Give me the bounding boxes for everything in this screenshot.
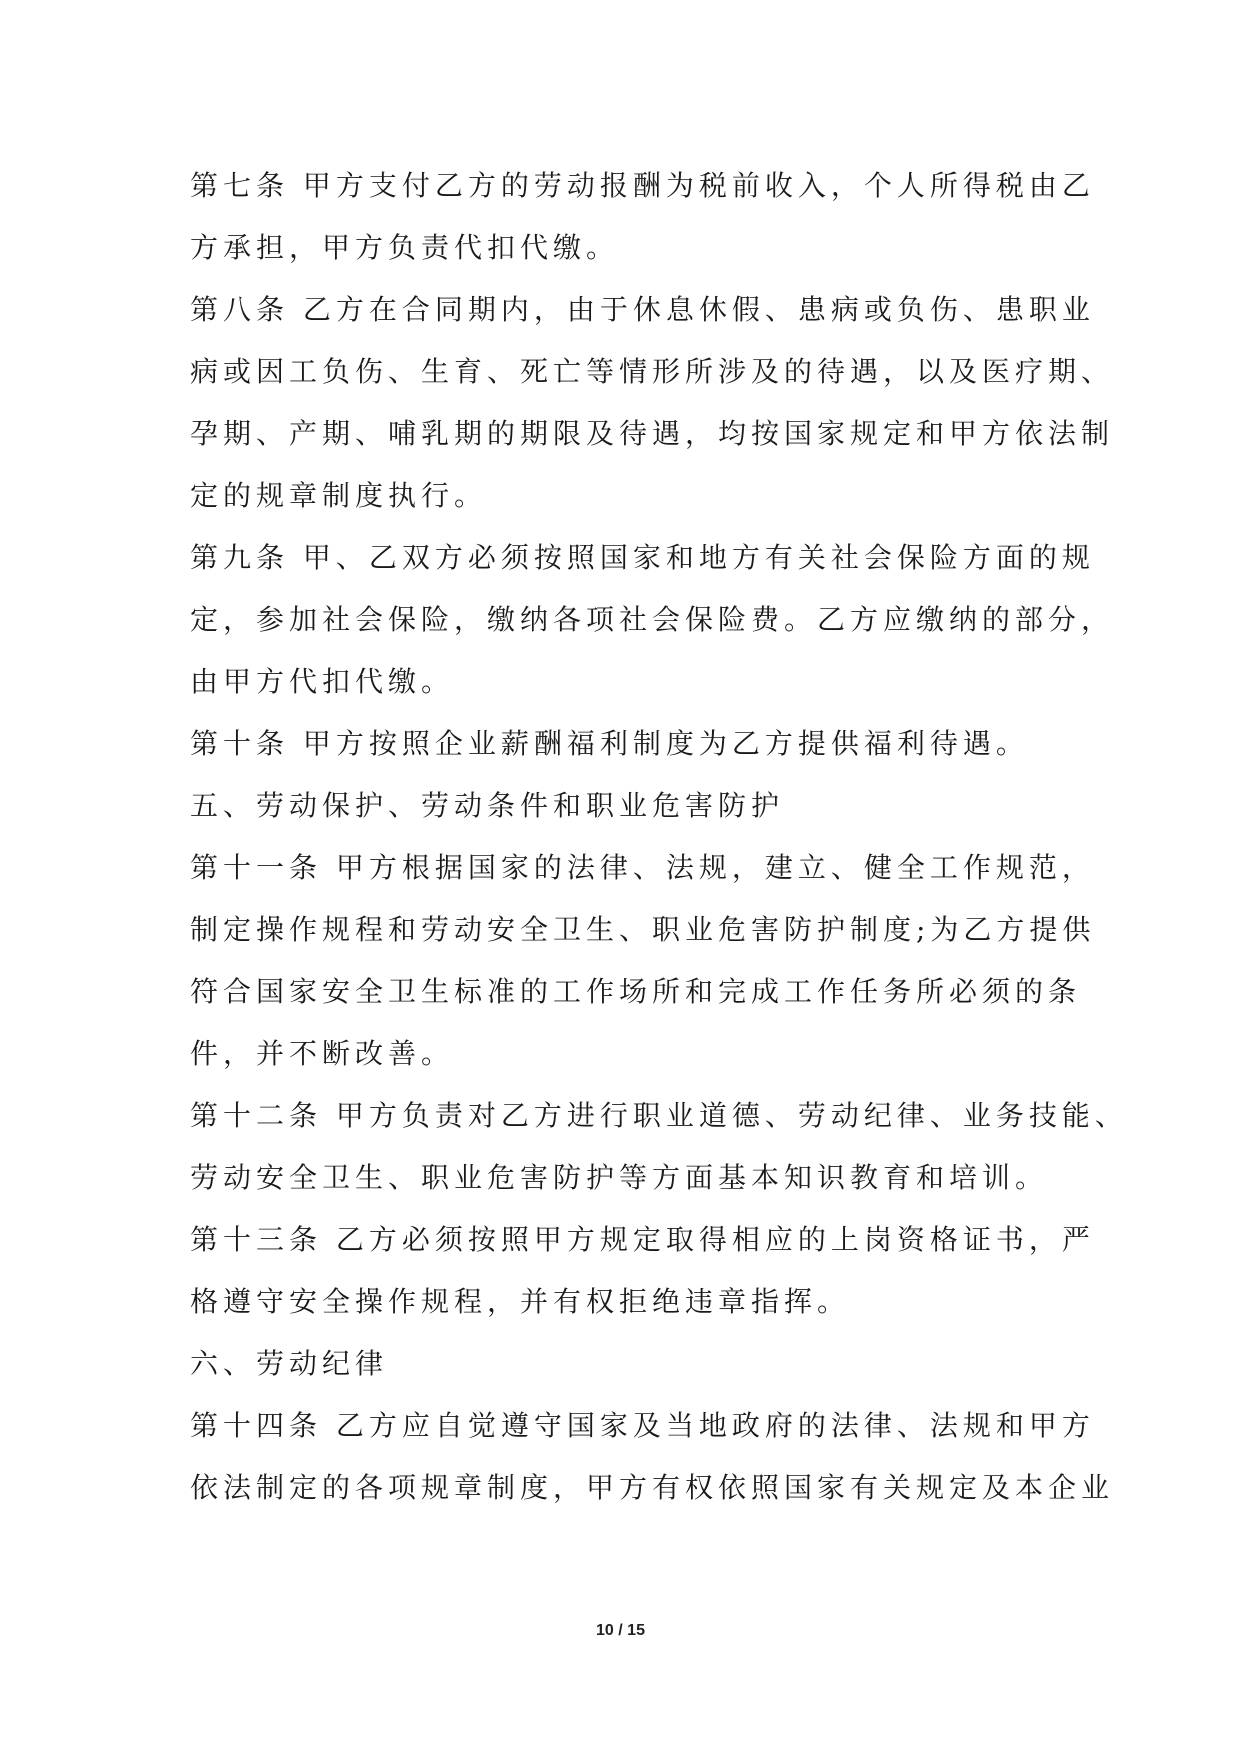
text-line: 第十二条 甲方负责对乙方进行职业道德、劳动纪律、业务技能、	[190, 1099, 1128, 1132]
page-number: 10 / 15	[596, 1622, 645, 1639]
text-line: 孕期、产期、哺乳期的期限及待遇，均按国家规定和甲方依法制	[190, 417, 1115, 450]
text-line: 第十三条 乙方必须按照甲方规定取得相应的上岗资格证书，严	[190, 1223, 1095, 1256]
text-line: 第八条 乙方在合同期内，由于休息休假、患病或负伤、患职业	[190, 293, 1095, 326]
text-line: 件，并不断改善。	[190, 1037, 455, 1070]
text-line: 劳动安全卫生、职业危害防护等方面基本知识教育和培训。	[190, 1161, 1049, 1194]
text-line: 第九条 甲、乙双方必须按照国家和地方有关社会保险方面的规	[190, 541, 1095, 574]
text-line: 由甲方代扣代缴。	[190, 665, 455, 698]
document-body	[190, 155, 1128, 1519]
text-line: 第十条 甲方按照企业薪酬福利制度为乙方提供福利待遇。	[190, 727, 1029, 760]
text-line: 依法制定的各项规章制度，甲方有权依照国家有关规定及本企业	[190, 1471, 1115, 1504]
section-heading: 六、劳动纪律	[190, 1347, 389, 1380]
text-line: 定，参加社会保险，缴纳各项社会保险费。乙方应缴纳的部分，	[190, 603, 1115, 636]
text-line: 病或因工负伤、生育、死亡等情形所涉及的待遇，以及医疗期、	[190, 355, 1115, 388]
text-line: 第十一条 甲方根据国家的法律、法规，建立、健全工作规范，	[190, 851, 1095, 884]
section-heading: 五、劳动保护、劳动条件和职业危害防护	[190, 789, 785, 822]
text-line: 第七条 甲方支付乙方的劳动报酬为税前收入，个人所得税由乙	[190, 169, 1095, 202]
text-line: 方承担，甲方负责代扣代缴。	[190, 231, 620, 264]
text-line: 第十四条 乙方应自觉遵守国家及当地政府的法律、法规和甲方	[190, 1409, 1095, 1442]
text-line: 制定操作规程和劳动安全卫生、职业危害防护制度;为乙方提供	[190, 913, 1096, 946]
text-line: 符合国家安全卫生标准的工作场所和完成工作任务所必须的条	[190, 975, 1082, 1008]
text-line: 定的规章制度执行。	[190, 479, 488, 512]
text-line: 格遵守安全操作规程，并有权拒绝违章指挥。	[190, 1285, 851, 1318]
